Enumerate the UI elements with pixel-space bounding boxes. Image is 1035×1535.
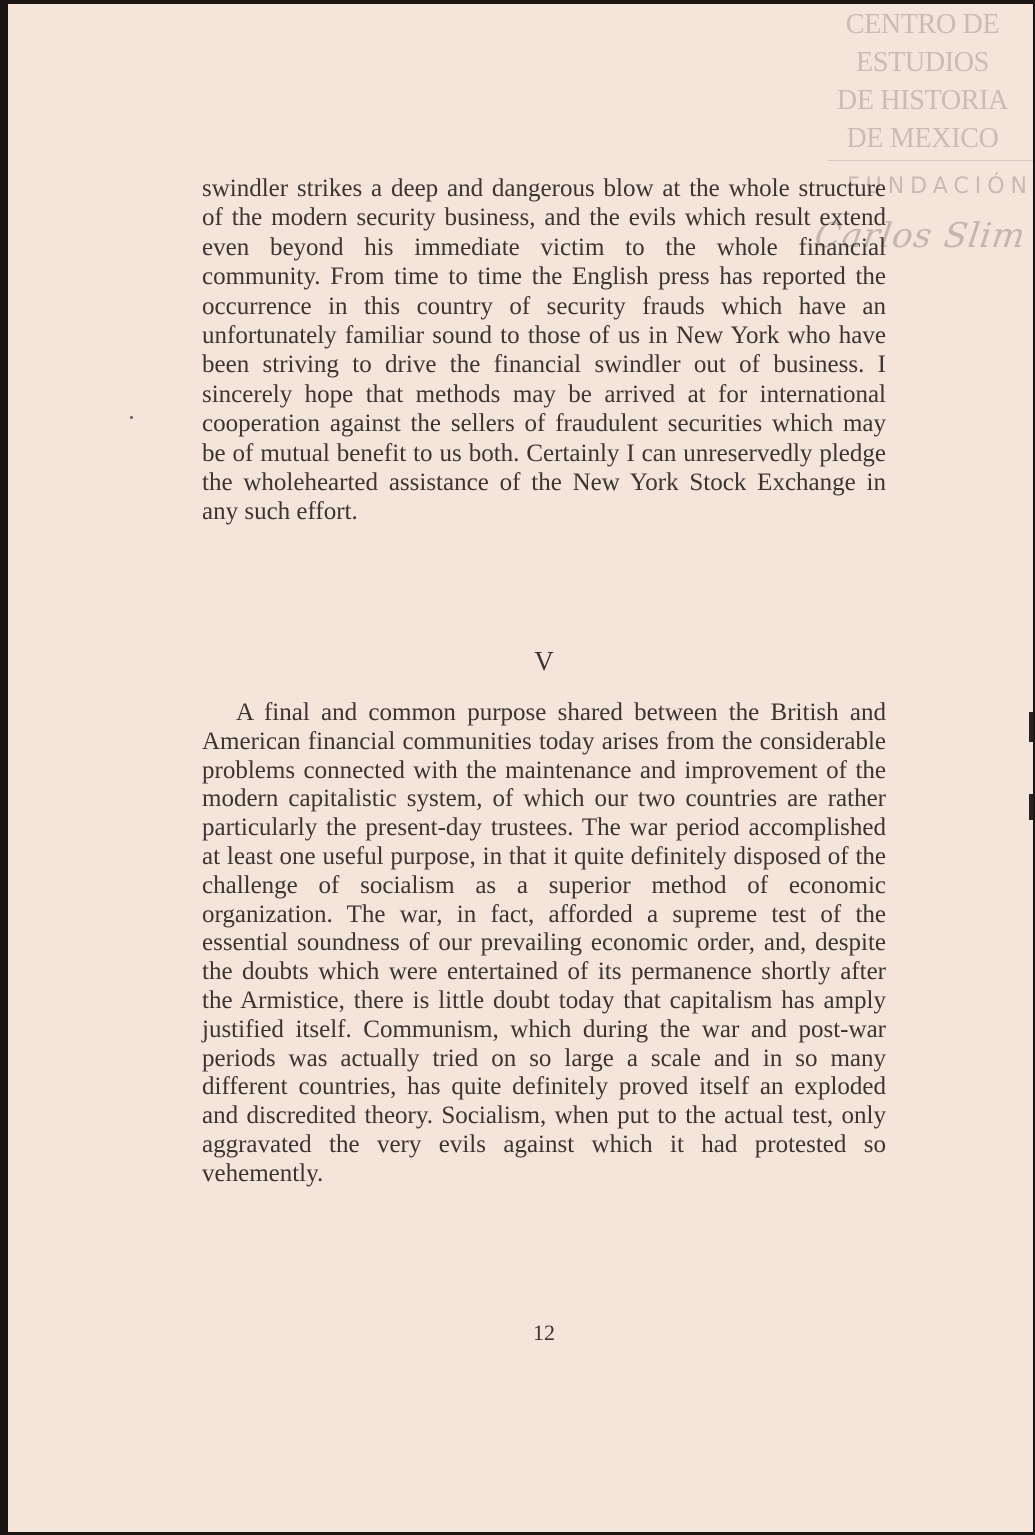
page-number: 12: [533, 1320, 555, 1345]
paragraph: A final and common purpose shared between the British and American financial communities today arises from the considerable problems connected with the maintenance and improvement of the modern capitalistic system, of which our two countries are rather particularly the present-day trustees. The war period accomplished at least one useful purpose, in that it quite definitely disposed of the challenge of socialism as a superior method of economic organization. The war, in fact, afforded a supreme test of the essential soundness of our prevailing economic order, and, despite the doubts which were entertained of its permanence shortly after the Armistice, there is little doubt today that capitalism has amply justified itself. Communism, which during the war and post-war periods was actually tried on so large a scale and in so many different countries, has quite definitely proved itself an exploded and discredited theory. Socialism, when put to the actual test, only aggravated the very evils against which it had protested so vehemently.: [202, 699, 886, 1187]
watermark-foundation: FUNDACIÓN: [846, 174, 1033, 199]
archive-watermark: [820, 6, 1025, 158]
section-heading: V: [534, 646, 554, 676]
paper-speck: [130, 416, 133, 419]
page-edge-mark: [1029, 712, 1033, 742]
document-page: [8, 4, 1033, 1532]
watermark-line-4: DE MEXICO: [846, 123, 999, 154]
watermark-signature: Carlos Slim: [811, 216, 1028, 256]
watermark-line-1: CENTRO DE: [845, 9, 1000, 40]
page-edge-mark: [1029, 794, 1033, 820]
watermark-divider: [828, 160, 1033, 161]
watermark-line-3: DE HISTORIA: [836, 85, 1009, 116]
paragraph-continued: swindler strikes a deep and dangerous blow at the whole structure of the modern security business, and the evils which result extend even beyond his immediate victim to the whole financial community. From time to time the English press has reported the occurrence in this country of security frauds which have an unfortunately familiar sound to those of us in New York who have been striving to drive the financial swindler out of business. I sincerely hope that methods may be arrived at for international cooperation against the sellers of fraudulent securities which may be of mutual benefit to us both. Certainly I can unreservedly pledge the wholehearted assistance of the New York Stock Exchange in any such effort.: [202, 175, 886, 526]
watermark-line-2: ESTUDIOS: [856, 47, 989, 78]
